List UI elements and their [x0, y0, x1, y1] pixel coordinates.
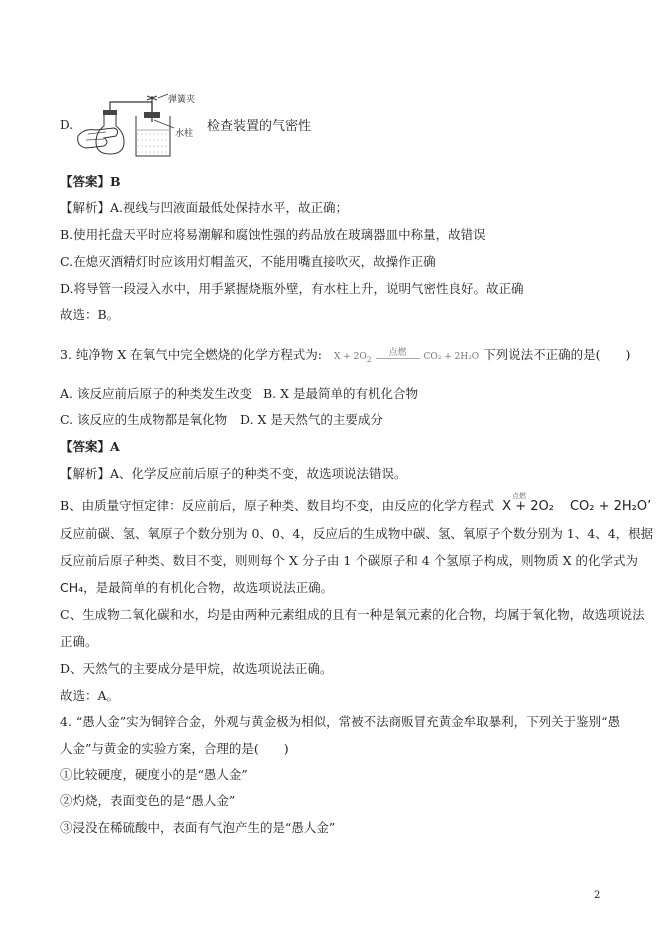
q3-analysis-line: 反应前碳、氢、氧原子个数分别为 0、0、4，反应后的生成物中碳、氢、氧原子个数分别为 1、4、4，根据	[60, 526, 654, 541]
q2-analysis-line: 故选：B。	[60, 307, 120, 322]
q3-answer: 【答案】A	[60, 439, 120, 454]
chemical-formula: CH₄	[60, 580, 84, 595]
q3-analysis-line: 正确。	[60, 634, 98, 649]
q4-item: ①比较硬度，硬度小的是“愚人金”	[60, 767, 248, 782]
q2-answer: 【答案】B	[60, 174, 121, 189]
q4-stem-line: 4. “愚人金”实为铜锌合金，外观与黄金极为相似，常被不法商贩冒充黄金牟取暴利，下列关于鉴别“愚	[60, 714, 621, 729]
option-d-text: 检查装置的气密性	[207, 119, 312, 134]
q2-analysis-line: D.将导管一段浸入水中，用手紧握烧瓶外壁，有水柱上升，说明气密性良好。故正确	[60, 281, 524, 296]
inline-equation-rhs: CO₂ + 2H₂O’	[569, 499, 652, 514]
option-d-letter: D.	[60, 118, 74, 132]
q3-stem-prefix: 3. 纯净物 X 在氧气中完全燃烧的化学方程式为:	[60, 347, 322, 362]
clamp-label: 弹簧夹	[168, 95, 196, 105]
q2-analysis-line: 【解析】A.视线与凹液面最低处保持水平，故正确；	[60, 200, 349, 215]
q2-analysis-line: C.在熄灭酒精灯时应该用灯帽盖灭，不能用嘴直接吹灭，故操作正确	[60, 254, 436, 269]
q3-analysis-line: C、生成物二氧化碳和水，均是由两种元素组成的且有一种是氧元素的化合物，均属于氧化物，故选项说法	[60, 607, 645, 622]
water-column-label: 水柱	[175, 129, 194, 139]
inline-equation-lhs: X + 2O₂	[502, 499, 554, 514]
page-number: 2	[594, 890, 601, 901]
inline-equation-condition: 点燃	[512, 492, 526, 500]
q3-analysis-line: 反应前后原子种类、数目不变，则则每个 X 分子由 1 个碳原子和 4 个氢原子构成，则物质 X 的化学式为	[60, 553, 638, 568]
q4-stem-line: 人金”与黄金的实验方案，合理的是( )	[60, 741, 289, 756]
q4-item: ②灼烧，表面变色的是“愚人金”	[60, 793, 236, 808]
q3-equation-lhs: $X + 2O_2$	[333, 352, 372, 364]
q3-option-d: D. X 是天然气的主要成分	[240, 412, 383, 427]
q3-stem-suffix: 下列说法不正确的是( )	[483, 347, 631, 362]
q3-analysis-line: CH₄，是最简单的有机化合物，故选项说法正确。	[60, 580, 334, 595]
q3-analysis-line: 【解析】A、化学反应前后原子的种类不变，故选项说法错误。	[60, 466, 407, 481]
q3-option-a: A. 该反应前后原子的种类发生改变	[60, 386, 252, 401]
q3-stem	[60, 347, 630, 368]
q3-analysis-line: D、天然气的主要成分是甲烷，故选项说法正确。	[60, 661, 333, 676]
q3-equation-rhs: CO₂ + 2H₂O	[423, 352, 480, 362]
q3-analysis-line: B、由质量守恒定律：反应前后，原子种类、数目均不变，由反应的化学方程式 X + 2O₂ 点燃 CO₂ + 2H₂O’	[60, 498, 651, 515]
q4-item: ③浸没在稀硫酸中，表面有气泡产生的是“愚人金”	[60, 820, 336, 835]
q2-analysis-line: B.使用托盘天平时应将易潮解和腐蚀性强的药品放在玻璃器皿中称量，故错误	[60, 227, 486, 242]
q3-option-c: C. 该反应的生成物都是氧化物	[60, 412, 228, 427]
q3-equation-condition: 点燃	[376, 349, 420, 359]
q3-analysis-line: 故选：A。	[60, 688, 120, 703]
q3-option-b: B. X 是最简单的有机化合物	[263, 386, 419, 401]
